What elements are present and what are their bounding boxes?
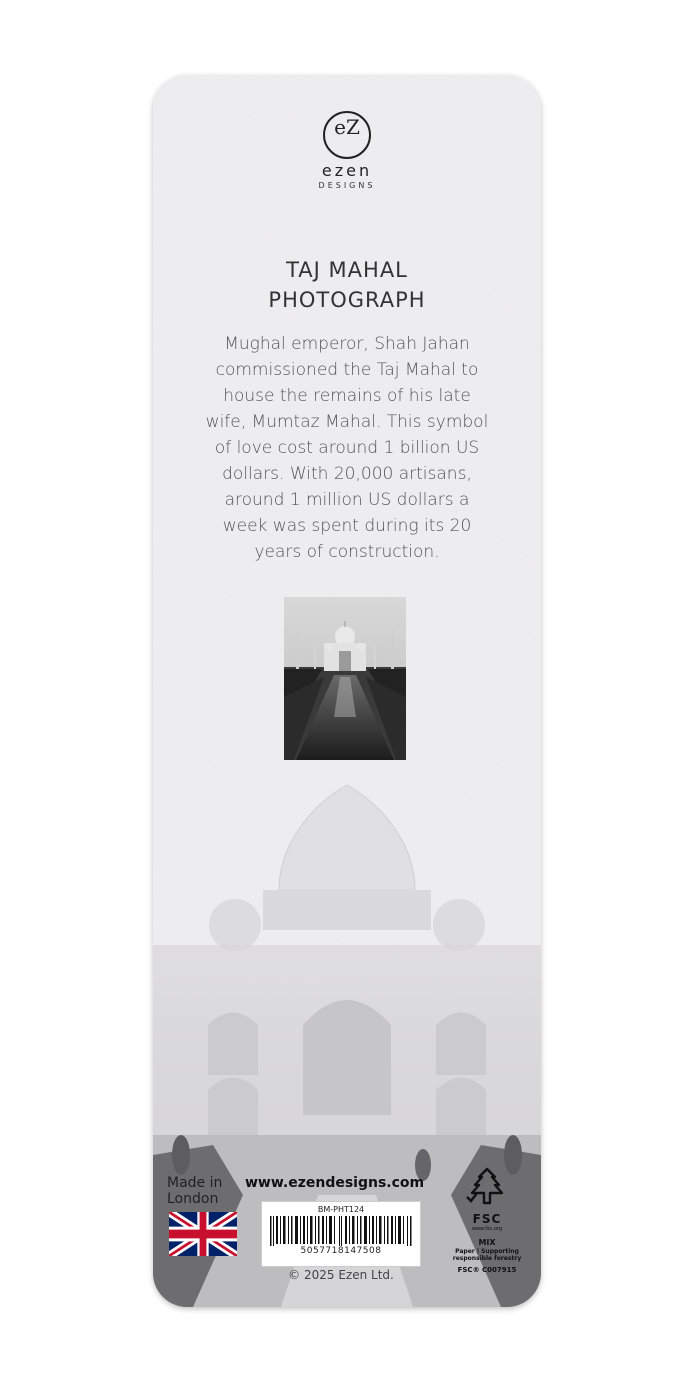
desc-line: years of construction. bbox=[254, 542, 440, 562]
desc-line: commissioned the Taj Mahal to bbox=[215, 360, 479, 380]
barcode-icon bbox=[270, 1216, 412, 1246]
desc-line: of love cost around 1 billion US bbox=[214, 438, 480, 458]
website-link[interactable]: www.ezendesigns.com bbox=[245, 1175, 425, 1191]
fsc-name: FSC bbox=[472, 1212, 502, 1226]
description bbox=[173, 331, 521, 565]
page-title bbox=[153, 255, 541, 315]
barcode-label bbox=[261, 1201, 421, 1267]
fsc-line2: responsible forestry bbox=[452, 1255, 522, 1262]
desc-line: week was spent during its 20 bbox=[222, 516, 472, 536]
brand-name: ezen bbox=[321, 161, 373, 180]
ezen-logo-icon bbox=[323, 111, 371, 159]
desc-line: dollars. With 20,000 artisans, bbox=[222, 464, 472, 484]
brand-sub: DESIGNS bbox=[318, 181, 376, 190]
logo-letters: eZ bbox=[334, 115, 360, 139]
made-in-label bbox=[167, 1175, 222, 1207]
title-line: PHOTOGRAPH bbox=[268, 288, 426, 312]
desc-line: house the remains of his late bbox=[223, 386, 471, 406]
bookmark-card bbox=[153, 75, 541, 1307]
fsc-mix: MIX bbox=[478, 1238, 496, 1247]
desc-line: around 1 million US dollars a bbox=[224, 490, 470, 510]
desc-line: Mughal emperor, Shah Jahan bbox=[224, 334, 470, 354]
title-line: TAJ MAHAL bbox=[286, 258, 408, 282]
product-code: BM-PHT124 bbox=[317, 1205, 365, 1214]
fsc-badge bbox=[445, 1167, 529, 1274]
desc-line: wife, Mumtaz Mahal. This symbol bbox=[205, 412, 489, 432]
uk-flag-icon bbox=[169, 1212, 237, 1256]
made-in-line: Made in bbox=[167, 1175, 223, 1191]
fsc-tree-icon bbox=[465, 1167, 509, 1207]
brand-logo bbox=[153, 111, 541, 190]
taj-mahal-photo bbox=[284, 597, 406, 760]
fsc-url: www.fsc.org bbox=[471, 1226, 503, 1232]
barcode-number: 5057718147508 bbox=[300, 1246, 382, 1256]
fsc-code: FSC® C007915 bbox=[457, 1266, 517, 1274]
copyright: © 2025 Ezen Ltd. bbox=[288, 1268, 394, 1282]
fsc-line1: Paper | Supporting bbox=[455, 1248, 519, 1255]
made-in-city: London bbox=[167, 1191, 219, 1207]
